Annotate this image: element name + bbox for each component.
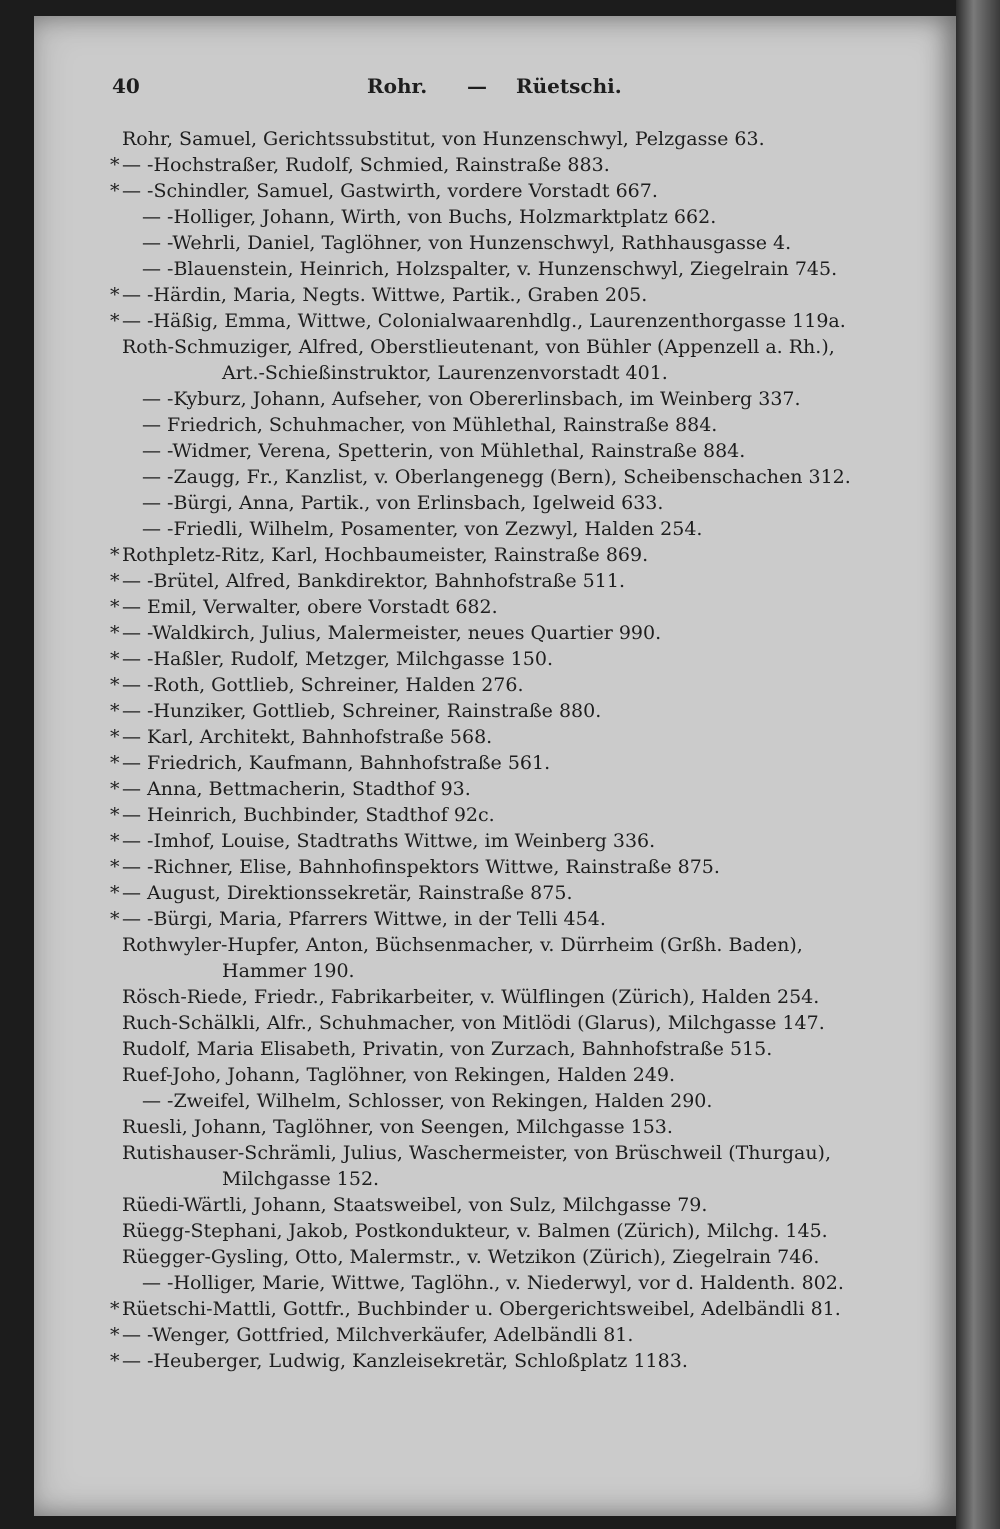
entry-text: — -Kyburz, Johann, Aufseher, von Obererlinsbach, im Weinberg 337. <box>142 388 801 410</box>
directory-entry <box>110 1244 910 1270</box>
directory-entry <box>110 334 910 360</box>
directory-entry <box>110 178 910 204</box>
asterisk-marker: * <box>110 622 120 644</box>
entry-text: — Anna, Bettmacherin, Stadthof 93. <box>122 778 471 800</box>
entry-text: — -Härdin, Maria, Negts. Wittwe, Partik., Graben 205. <box>122 284 648 306</box>
asterisk-marker: * <box>110 544 120 566</box>
asterisk-marker: * <box>110 674 120 696</box>
entry-text: — -Roth, Gottlieb, Schreiner, Halden 276. <box>122 674 524 696</box>
directory-entry <box>110 724 910 750</box>
directory-entry <box>110 568 910 594</box>
asterisk-marker: * <box>110 1324 120 1346</box>
asterisk-marker: * <box>110 700 120 722</box>
entry-text: — Heinrich, Buchbinder, Stadthof 92c. <box>122 804 495 826</box>
directory-entry <box>110 594 910 620</box>
entry-text: Hammer 190. <box>222 960 355 982</box>
entry-text: — -Heuberger, Ludwig, Kanzleisekretär, Schloßplatz 1183. <box>122 1350 688 1372</box>
directory-entry <box>110 464 910 490</box>
entry-text: Milchgasse 152. <box>222 1168 380 1190</box>
directory-entry <box>110 1140 910 1166</box>
asterisk-marker: * <box>110 310 120 332</box>
asterisk-marker: * <box>110 1298 120 1320</box>
entry-text: — -Hochstraßer, Rudolf, Schmied, Rainstraße 883. <box>122 154 610 176</box>
asterisk-marker: * <box>110 648 120 670</box>
asterisk-marker: * <box>110 752 120 774</box>
entry-text: — -Imhof, Louise, Stadtraths Wittwe, im Weinberg 336. <box>122 830 656 852</box>
entry-text: — Friedrich, Schuhmacher, von Mühlethal, Rainstraße 884. <box>142 414 718 436</box>
asterisk-marker: * <box>110 570 120 592</box>
asterisk-marker: * <box>110 804 120 826</box>
directory-entry <box>110 256 910 282</box>
asterisk-marker: * <box>110 908 120 930</box>
directory-entry <box>110 490 910 516</box>
entry-text: Roth-Schmuziger, Alfred, Oberstlieutenant, von Bühler (Appenzell a. Rh.), <box>122 336 835 358</box>
directory-entry <box>110 438 910 464</box>
asterisk-marker: * <box>110 284 120 306</box>
directory-entries <box>110 126 910 1374</box>
directory-entry <box>110 1036 910 1062</box>
directory-entry <box>110 542 910 568</box>
directory-entry <box>110 672 910 698</box>
page-edge <box>956 0 1000 1529</box>
entry-text: — -Bürgi, Maria, Pfarrers Wittwe, in der Telli 454. <box>122 908 606 930</box>
asterisk-marker: * <box>110 726 120 748</box>
directory-entry <box>110 802 910 828</box>
entry-text: — -Friedli, Wilhelm, Posamenter, von Zezwyl, Halden 254. <box>142 518 703 540</box>
entry-text: Ruesli, Johann, Taglöhner, von Seengen, Milchgasse 153. <box>122 1116 673 1138</box>
entry-text: — -Wenger, Gottfried, Milchverkäufer, Adelbändli 81. <box>122 1324 634 1346</box>
asterisk-marker: * <box>110 778 120 800</box>
directory-entry <box>110 1218 910 1244</box>
directory-entry <box>110 750 910 776</box>
directory-entry <box>110 1088 910 1114</box>
entry-text: — Friedrich, Kaufmann, Bahnhofstraße 561. <box>122 752 551 774</box>
entry-text: — -Zweifel, Wilhelm, Schlosser, von Rekingen, Halden 290. <box>142 1090 713 1112</box>
directory-entry <box>110 698 910 724</box>
directory-entry <box>110 204 910 230</box>
directory-entry <box>110 854 910 880</box>
entry-text: — -Bürgi, Anna, Partik., von Erlinsbach, Igelweid 633. <box>142 492 664 514</box>
right-heading: Rüetschi. <box>516 74 622 98</box>
entry-text: — -Hunziker, Gottlieb, Schreiner, Rainstraße 880. <box>122 700 602 722</box>
entry-text: Rüetschi-Mattli, Gottfr., Buchbinder u. Obergerichtsweibel, Adelbändli 81. <box>122 1298 841 1320</box>
entry-text: Rothpletz-Ritz, Karl, Hochbaumeister, Rainstraße 869. <box>122 544 649 566</box>
entry-text: — -Brütel, Alfred, Bankdirektor, Bahnhofstraße 511. <box>122 570 625 592</box>
directory-entry <box>110 906 910 932</box>
running-head <box>112 74 622 104</box>
directory-entry <box>110 126 910 152</box>
directory-entry <box>110 1192 910 1218</box>
directory-entry <box>110 958 910 984</box>
directory-entry <box>110 1166 910 1192</box>
entry-text: Rohr, Samuel, Gerichtssubstitut, von Hunzenschwyl, Pelzgasse 63. <box>122 128 765 150</box>
entry-text: — -Widmer, Verena, Spetterin, von Mühlethal, Rainstraße 884. <box>142 440 746 462</box>
directory-entry <box>110 282 910 308</box>
entry-text: Rutishauser-Schrämli, Julius, Waschermeister, von Brüschweil (Thurgau), <box>122 1142 832 1164</box>
directory-entry <box>110 308 910 334</box>
asterisk-marker: * <box>110 596 120 618</box>
directory-entry <box>110 1270 910 1296</box>
directory-entry <box>110 152 910 178</box>
entry-text: — August, Direktionssekretär, Rainstraße 875. <box>122 882 573 904</box>
asterisk-marker: * <box>110 180 120 202</box>
entry-text: — -Haßler, Rudolf, Metzger, Milchgasse 150. <box>122 648 553 670</box>
asterisk-marker: * <box>110 830 120 852</box>
directory-entry <box>110 516 910 542</box>
entry-text: Art.-Schießinstruktor, Laurenzenvorstadt 401. <box>222 362 668 384</box>
directory-entry <box>110 412 910 438</box>
left-heading: Rohr. <box>367 74 428 98</box>
entry-text: Rösch-Riede, Friedr., Fabrikarbeiter, v. Wülflingen (Zürich), Halden 254. <box>122 986 820 1008</box>
asterisk-marker: * <box>110 1350 120 1372</box>
directory-entry <box>110 1010 910 1036</box>
entry-text: — -Häßig, Emma, Wittwe, Colonialwaarenhdlg., Laurenzenthorgasse 119a. <box>122 310 846 332</box>
entry-text: — -Richner, Elise, Bahnhofinspektors Wittwe, Rainstraße 875. <box>122 856 720 878</box>
entry-text: — -Holliger, Marie, Wittwe, Taglöhn., v. Niederwyl, vor d. Haldenth. 802. <box>142 1272 844 1294</box>
directory-entry <box>110 360 910 386</box>
entry-text: Ruch-Schälkli, Alfr., Schuhmacher, von Mitlödi (Glarus), Milchgasse 147. <box>122 1012 825 1034</box>
directory-entry <box>110 776 910 802</box>
directory-entry <box>110 386 910 412</box>
directory-entry <box>110 1062 910 1088</box>
page-number: 40 <box>112 74 140 98</box>
entry-text: — -Holliger, Johann, Wirth, von Buchs, Holzmarktplatz 662. <box>142 206 717 228</box>
entry-text: — -Blauenstein, Heinrich, Holzspalter, v. Hunzenschwyl, Ziegelrain 745. <box>142 258 838 280</box>
directory-entry <box>110 880 910 906</box>
entry-text: Rüegg-Stephani, Jakob, Postkondukteur, v. Balmen (Zürich), Milchg. 145. <box>122 1220 828 1242</box>
entry-text: — Emil, Verwalter, obere Vorstadt 682. <box>122 596 498 618</box>
directory-entry <box>110 230 910 256</box>
heading-dash: — <box>467 74 487 98</box>
directory-entry <box>110 1348 910 1374</box>
asterisk-marker: * <box>110 154 120 176</box>
directory-entry <box>110 932 910 958</box>
entry-text: Rüegger-Gysling, Otto, Malermstr., v. Wetzikon (Zürich), Ziegelrain 746. <box>122 1246 820 1268</box>
entry-text: Rothwyler-Hupfer, Anton, Büchsenmacher, v. Dürrheim (Grßh. Baden), <box>122 934 803 956</box>
asterisk-marker: * <box>110 856 120 878</box>
directory-entry <box>110 1114 910 1140</box>
entry-text: — -Zaugg, Fr., Kanzlist, v. Oberlangenegg (Bern), Scheibenschachen 312. <box>142 466 851 488</box>
directory-entry <box>110 828 910 854</box>
directory-entry <box>110 1296 910 1322</box>
entry-text: — -Waldkirch, Julius, Malermeister, neues Quartier 990. <box>122 622 662 644</box>
entry-text: — -Schindler, Samuel, Gastwirth, vordere Vorstadt 667. <box>122 180 658 202</box>
directory-entry <box>110 620 910 646</box>
entry-text: — -Wehrli, Daniel, Taglöhner, von Hunzenschwyl, Rathhausgasse 4. <box>142 232 792 254</box>
entry-text: Ruef-Joho, Johann, Taglöhner, von Rekingen, Halden 249. <box>122 1064 676 1086</box>
entry-text: Rudolf, Maria Elisabeth, Privatin, von Zurzach, Bahnhofstraße 515. <box>122 1038 773 1060</box>
entry-text: — Karl, Architekt, Bahnhofstraße 568. <box>122 726 493 748</box>
directory-entry <box>110 646 910 672</box>
directory-entry <box>110 984 910 1010</box>
asterisk-marker: * <box>110 882 120 904</box>
directory-entry <box>110 1322 910 1348</box>
entry-text: Rüedi-Wärtli, Johann, Staatsweibel, von Sulz, Milchgasse 79. <box>122 1194 708 1216</box>
